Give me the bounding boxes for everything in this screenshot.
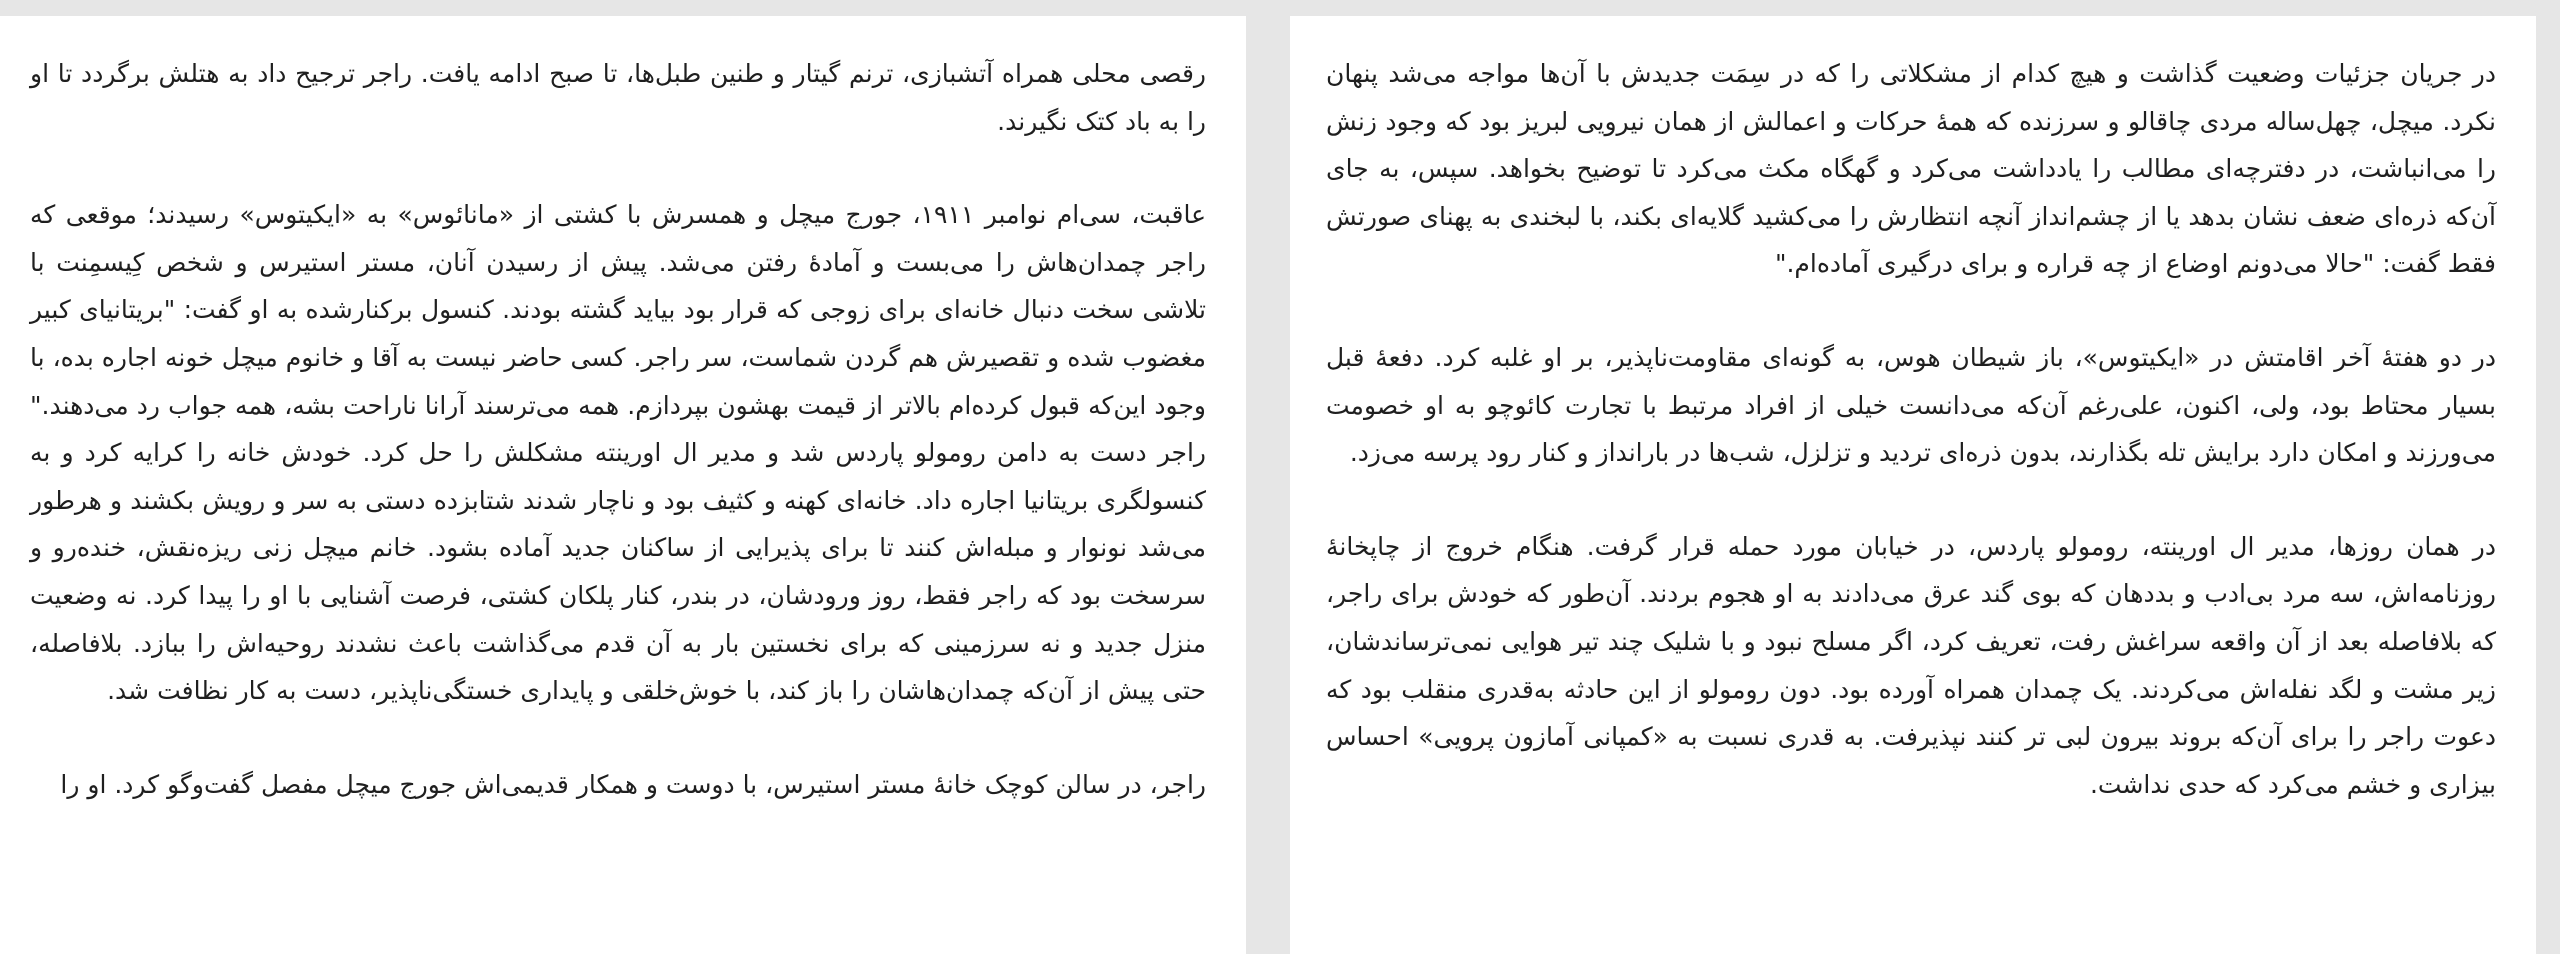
page-left-text xyxy=(30,50,1206,854)
paragraph: در جریان جزئیات وضعیت گذاشت و هیچ کدام از مشکلاتی را که در سِمَت جدیدش با آن‌ها مواجه می‌شد پنهان نکرد. میچل، چهل‌ساله مردی چاقالو و سرزنده که همهٔ حرکات و اعمالش از همان نیرویی لبریز بود که وجود زنش را می‌انباشت، در دفترچه‌ای مطالب را یادداشت می‌کرد و گهگاه مکث می‌کرد تا توضیح بخواهد. سپس، به جای آن‌که ذره‌ای ضعف نشان بدهد یا از چشم‌انداز آنچه انتظارش را می‌کشید گلایه‌ای بکند، با لبخندی به پهنای صورتش فقط گفت: "حالا می‌دونم اوضاع از چه قراره و برای درگیری آماده‌ام." xyxy=(1326,59,2496,279)
page-right xyxy=(1290,16,2536,954)
paragraph: راجر، در سالن کوچک خانهٔ مستر استیرس، با دوست و همکار قدیمی‌اش جورج میچل مفصل گفت‌وگو کرد. او را xyxy=(60,769,1206,799)
paragraph: در دو هفتهٔ آخر اقامتش در «ایکیتوس»، باز شیطان هوس، به گونه‌ای مقاومت‌ناپذیر، بر او غلبه کرد. دفعهٔ قبل بسیار محتاط بود، ولی، اکنون، علی‌رغم آن‌که می‌دانست خیلی از افراد مرتبط با تجارت کائوچو به او خصومت می‌ورزند و امکان دارد برایش تله بگذارند، بدون ذره‌ای تردید و تزلزل، شب‌ها در بارانداز و کنار رود پرسه می‌زد. xyxy=(1326,342,2496,468)
paragraph: در همان روزها، مدیر ال اورینته، رومولو پاردس، در خیابان مورد حمله قرار گرفت. هنگام خروج از چاپخانهٔ روزنامه‌اش، سه مرد بی‌ادب و بددهان که بوی گند عرق می‌دادند به او هجوم بردند. آن‌طور که خودش برای راجر، که بلافاصله بعد از آن واقعه سراغش رفت، تعریف کرد، اگر مسلح نبود و با شلیک چند تیر هوایی نمی‌ترساندشان، زیر مشت و لگد نفله‌اش می‌کردند. یک چمدان همراه آورده بود. دون رومولو از این حادثه به‌قدری منقلب بود که دعوت راجر را برای آن‌که بروند بیرون لبی تر کنند نپذیرفت. به قدری نسبت به «کمپانی آمازون پرویی» احساس بیزاری و خشم می‌کرد که حدی نداشت. xyxy=(1326,531,2496,799)
paragraph: عاقبت، سی‌ام نوامبر ۱۹۱۱، جورج میچل و همسرش با کشتی از «مانائوس» به «ایکیتوس» رسیدند؛ موقعی که راجر چمدان‌هاش را می‌بست و آمادهٔ رفتن می‌شد. پیش از رسیدن آنان، مستر استیرس و شخص کِیسمِنت با تلاشی سخت دنبال خانه‌ای برای زوجی که قرار بود بیاید گشته بودند. کنسول برکنارشده به او گفت: "بریتانیای کبیر مغضوب شده و تقصیرش هم گردن شماست، سر راجر. کسی حاضر نیست به آقا و خانوم میچل خونه اجاره بده، با وجود این‌که قبول کرده‌ام بالاتر از قیمت بهشون بپردازم. همه می‌ترسند آرانا ناراحت بشه، همه جواب رد می‌دهند." راجر دست به دامن رومولو پاردس شد و مدیر ال اورینته مشکلش را حل کرد. خودش خانه را کرایه کرد و به کنسولگری بریتانیا اجاره داد. خانه‌ای کهنه و کثیف بود و ناچار شدند شتابزده دستی به سر و رویش بکشند و هرطور می‌شد نونوار و مبله‌اش کنند تا برای پذیرایی از ساکنان جدید آماده بشود. خانم میچل زنی ریزه‌نقش، خنده‌رو و سرسخت بود که راجر فقط، روز ورودشان، در بندر، کنار پلکان کشتی، فرصت آشنایی با او را پیدا کرد. نه وضعیت منزل جدید و نه سرزمینی که برای نخستین بار به آن قدم می‌گذاشت باعث نشدند روحیه‌اش را ببازد. بلافاصله، حتی پیش از آن‌که چمدان‌هاشان را باز کند، با خوش‌خلقی و پایداری خستگی‌ناپذیر، دست به کار نظافت شد. xyxy=(30,200,1207,706)
page-right-text xyxy=(1326,50,2496,854)
paragraph: رقصی محلی همراه آتشبازی، ترنم گیتار و طنین طبل‌ها، تا صبح ادامه یافت. راجر ترجیح داد به هتلش برگردد تا او را به باد کتک نگیرند. xyxy=(30,59,1206,136)
page-left xyxy=(0,16,1246,954)
